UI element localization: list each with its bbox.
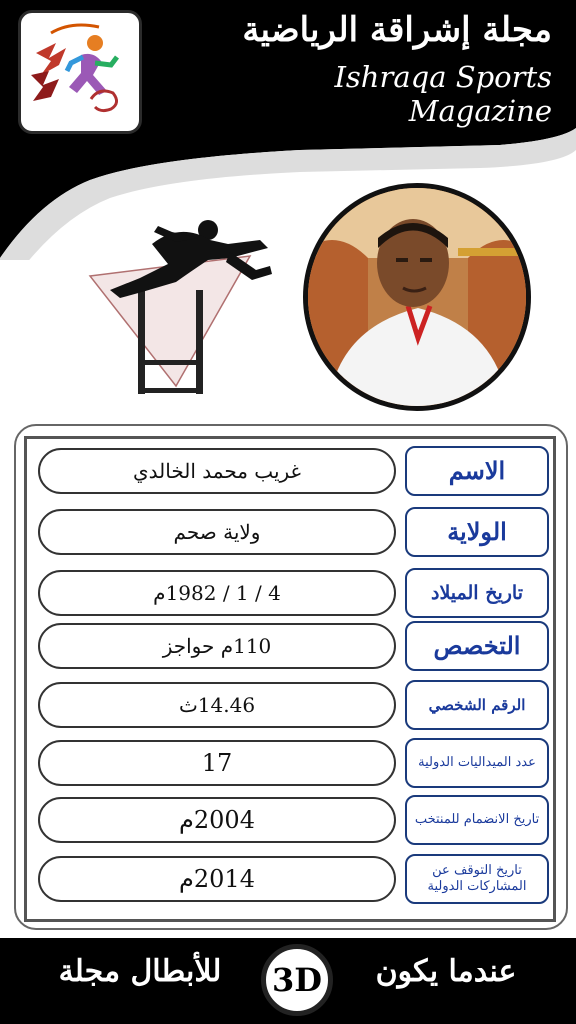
row-value: 2014م [38, 856, 396, 902]
row-label: تاريخ الانضمام للمنتخب [405, 795, 549, 845]
3d-badge: 3D [261, 944, 333, 1016]
row-label: التخصص [405, 621, 549, 671]
magazine-logo [18, 10, 142, 134]
hurdler-illustration [80, 200, 280, 400]
row-label: الولاية [405, 507, 549, 557]
runner-logo-icon [31, 25, 117, 111]
row-value: 2004م [38, 797, 396, 843]
footer-slogan-left: للأبطال مجلة [58, 954, 222, 989]
row-label: عدد الميداليات الدولية [405, 738, 549, 788]
row-value: 14.46ث [38, 682, 396, 728]
row-label: تاريخ التوقف عن المشاركات الدولية [405, 854, 549, 904]
magazine-title-arabic: مجلة إشراقة الرياضية [242, 10, 552, 50]
row-value: 110م حواجز [38, 623, 396, 669]
row-label: الرقم الشخصي [405, 680, 549, 730]
magazine-title-english: Ishraqa Sports Magazine [334, 60, 552, 128]
row-value: 4 / 1 / 1982م [38, 570, 396, 616]
row-value: غريب محمد الخالدي [38, 448, 396, 494]
row-value: ولاية صحم [38, 509, 396, 555]
row-label: تاريخ الميلاد [405, 568, 549, 618]
athlete-photo [303, 183, 531, 411]
footer-slogan-right: عندما يكون [375, 954, 517, 989]
row-label: الاسم [405, 446, 549, 496]
row-value: 17 [38, 740, 396, 786]
